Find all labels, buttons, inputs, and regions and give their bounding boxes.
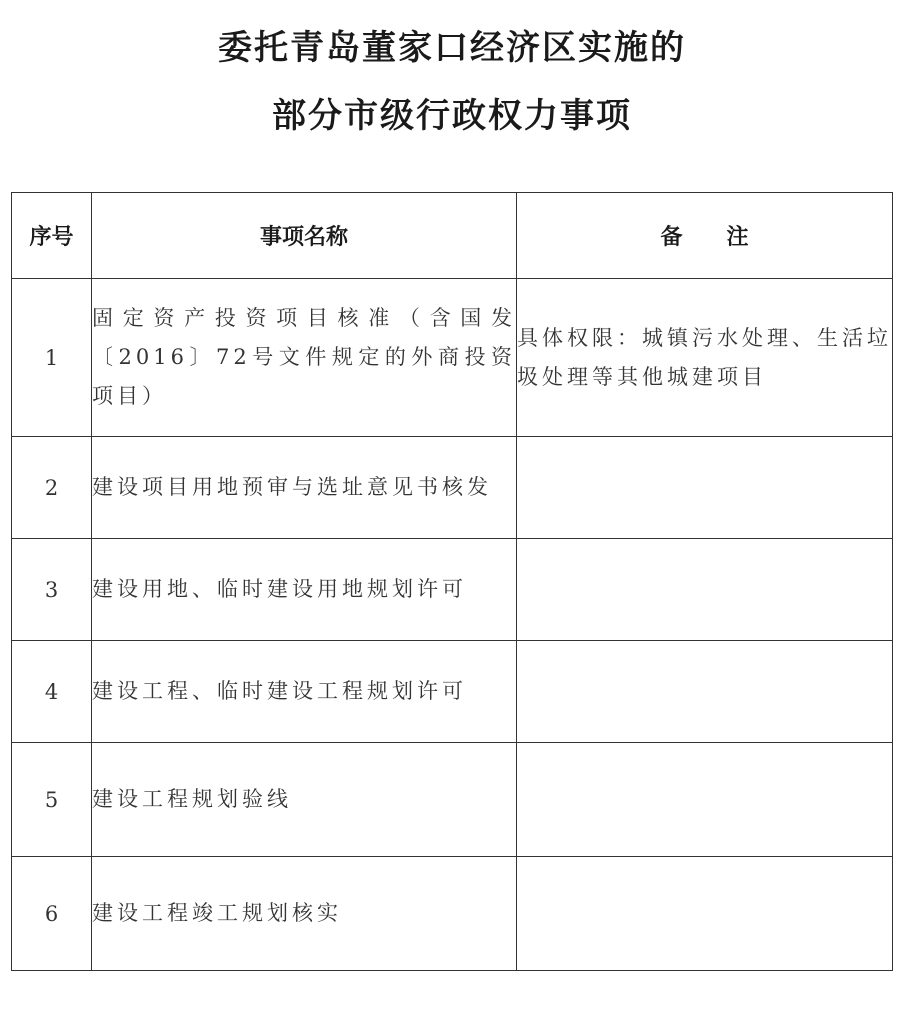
row-serial-number: 5 — [12, 743, 92, 857]
table-row — [12, 539, 893, 641]
header-item-name: 事项名称 — [92, 193, 517, 279]
row-serial-number: 4 — [12, 641, 92, 743]
table-row — [12, 437, 893, 539]
row-remarks — [517, 743, 893, 857]
row-remarks — [517, 539, 893, 641]
administrative-power-table — [11, 192, 893, 971]
row-serial-number: 3 — [12, 539, 92, 641]
row-item-name: 建设用地、临时建设用地规划许可 — [92, 539, 517, 641]
table-row — [12, 279, 893, 437]
row-serial-number: 6 — [12, 857, 92, 971]
row-item-name: 建设工程、临时建设工程规划许可 — [92, 641, 517, 743]
row-item-name: 建设项目用地预审与选址意见书核发 — [92, 437, 517, 539]
row-remarks — [517, 641, 893, 743]
table-row — [12, 641, 893, 743]
row-item-name: 固定资产投资项目核准（含国发〔2016〕72号文件规定的外商投资项目） — [92, 279, 517, 437]
header-remarks: 备 注 — [517, 193, 893, 279]
row-remarks — [517, 857, 893, 971]
header-serial-number: 序号 — [12, 193, 92, 279]
document-title-line-2: 部分市级行政权力事项 — [272, 96, 632, 136]
table-header-row — [12, 193, 893, 279]
row-serial-number: 2 — [12, 437, 92, 539]
document-title-line-1: 委托青岛董家口经济区实施的 — [218, 28, 686, 68]
row-item-name: 建设工程规划验线 — [92, 743, 517, 857]
row-remarks: 具体权限：城镇污水处理、生活垃圾处理等其他城建项目 — [517, 279, 893, 437]
row-item-name: 建设工程竣工规划核实 — [92, 857, 517, 971]
table-row — [12, 857, 893, 971]
row-remarks — [517, 437, 893, 539]
table-row — [12, 743, 893, 857]
row-serial-number: 1 — [12, 279, 92, 437]
